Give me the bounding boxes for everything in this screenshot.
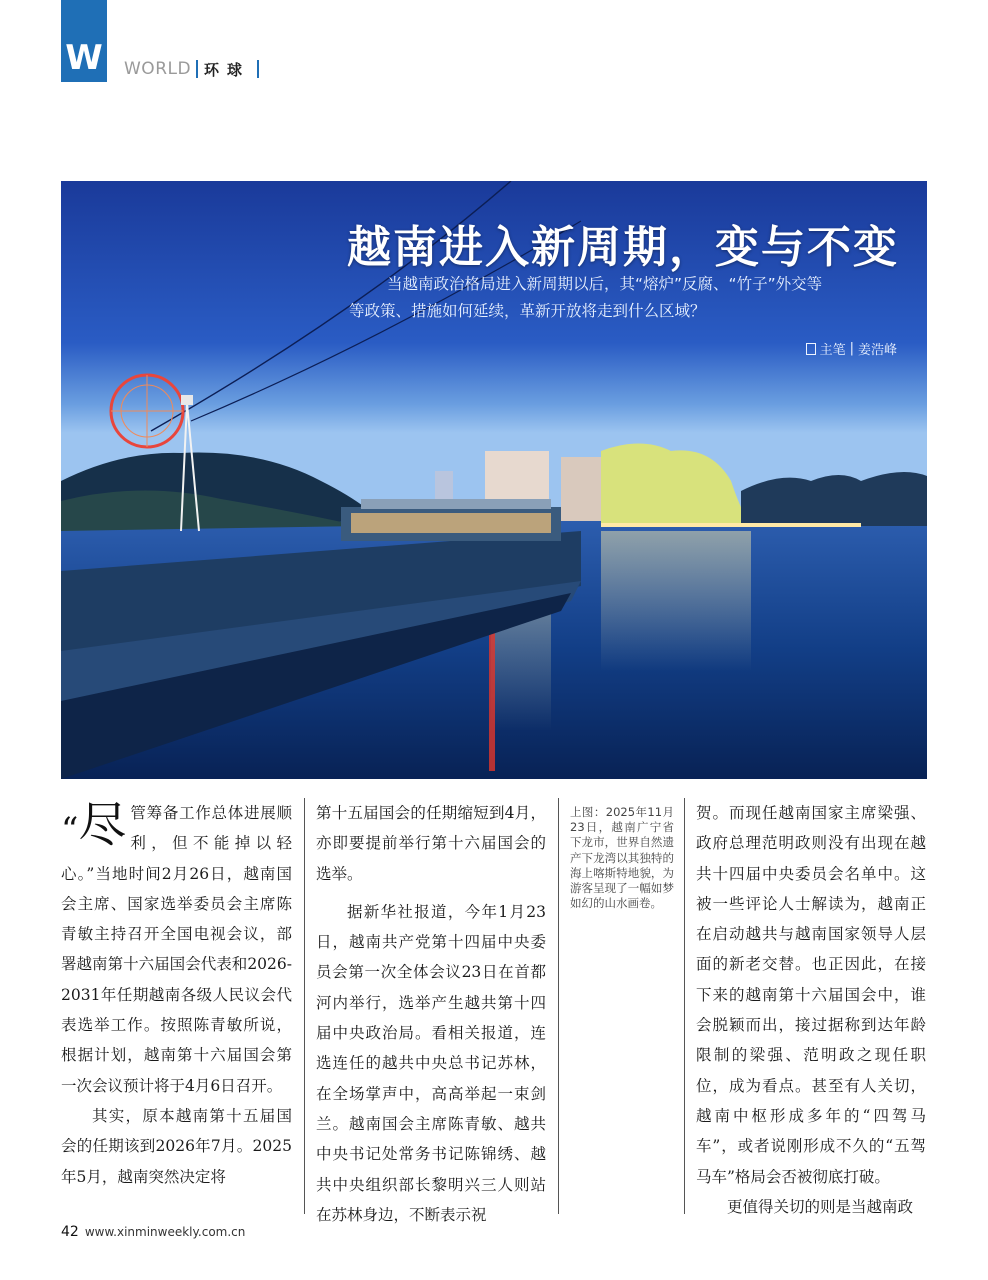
article-column-2	[316, 798, 546, 1230]
paragraph: 第十五届国会的任期缩短到4月，亦即要提前举行第十六届国会的选举。	[316, 804, 546, 883]
drop-cap-char: 尽	[78, 797, 127, 853]
paragraph: 其实，原本越南第十五届国会的任期该到2026年7月。2025年5月，越南突然决定将	[61, 1106, 292, 1186]
drop-cap	[61, 797, 127, 855]
subtitle-line-1: 当越南政治格局进入新周期以后，其“熔炉”反腐、“竹子”外交等	[387, 275, 823, 293]
byline-separator: |	[849, 341, 854, 356]
opening-quote-mark: “	[61, 810, 79, 850]
paragraph-text: 管筹备工作总体进展顺利，但不能掉以轻心。”当地时间2月26日，越南国会主席、国家选举委员会主席陈青敏主持召开全国电视会议，部署越南第十六届国会代表和2026-2031年任期越南各级人民议会代表选举工作。按照陈青敏所说，根据计划，越南第十六届国会第一次会议预计将于4月6日召开。	[61, 804, 292, 1095]
section-badge-letter: W	[65, 38, 103, 78]
byline-role: 主笔	[819, 343, 846, 358]
pen-icon	[806, 343, 816, 355]
page-number: 42	[61, 1224, 79, 1240]
column-rule	[558, 798, 559, 1214]
website-link[interactable]: www.xinminweekly.com.cn	[84, 1225, 246, 1239]
paragraph: 更值得关切的则是当越南政	[727, 1197, 914, 1216]
byline-name: 姜浩峰	[857, 343, 897, 358]
section-badge	[61, 0, 107, 82]
paragraph: 据新华社报道，今年1月23日，越南共产党第十四届中央委员会第一次全体会议23日在首都河内举行，选举产生越共第十四届中央政治局。看相关报道，连选连任的越共中央总书记苏林，在全场掌声中，高高举起一束剑兰。越南国会主席陈青敏、越共中央书记处常务书记陈锦绣、越共中央组织部长黎明兴三人则站在苏林身边，不断表示祝	[316, 902, 546, 1224]
column-rule	[304, 798, 305, 1214]
article-column-3	[696, 798, 926, 1222]
section-divider-left	[196, 60, 198, 78]
article-column-1	[61, 798, 292, 1192]
hero-photo	[61, 181, 927, 779]
column-rule	[684, 798, 685, 1214]
byline	[806, 339, 897, 358]
section-name-cn: 环球	[204, 61, 251, 79]
photo-caption: 上图：2025年11月23日，越南广宁省下龙市，世界自然遗产下龙湾以其独特的海上喀斯特地貌，为游客呈现了一幅如梦如幻的山水画卷。	[570, 805, 674, 911]
section-name-en: WORLD	[124, 59, 192, 79]
opening-paragraph	[61, 798, 292, 1101]
page-footer	[61, 1224, 245, 1240]
paragraph: 贺。而现任越南国家主席梁强、政府总理范明政则没有出现在越共十四届中央委员会名单中。这被一些评论人士解读为，越南正在启动越共与越南国家领导人层面的新老交替。也正因此，在接下来的越南第十六届国会中，谁会脱颖而出，接过据称到达年龄限制的梁强、范明政之现任职位，成为看点。甚至有人关切，越南中枢形成多年的“四驾马车”，或者说刚形成不久的“五驾马车”格局会否被彻底打破。	[696, 804, 926, 1186]
article-title: 越南进入新周期，变与不变	[347, 222, 899, 273]
section-divider-right	[257, 60, 259, 78]
subtitle-line-2: 等政策、措施如何延续，革新开放将走到什么区域？	[349, 302, 706, 320]
article-subtitle	[349, 271, 897, 325]
